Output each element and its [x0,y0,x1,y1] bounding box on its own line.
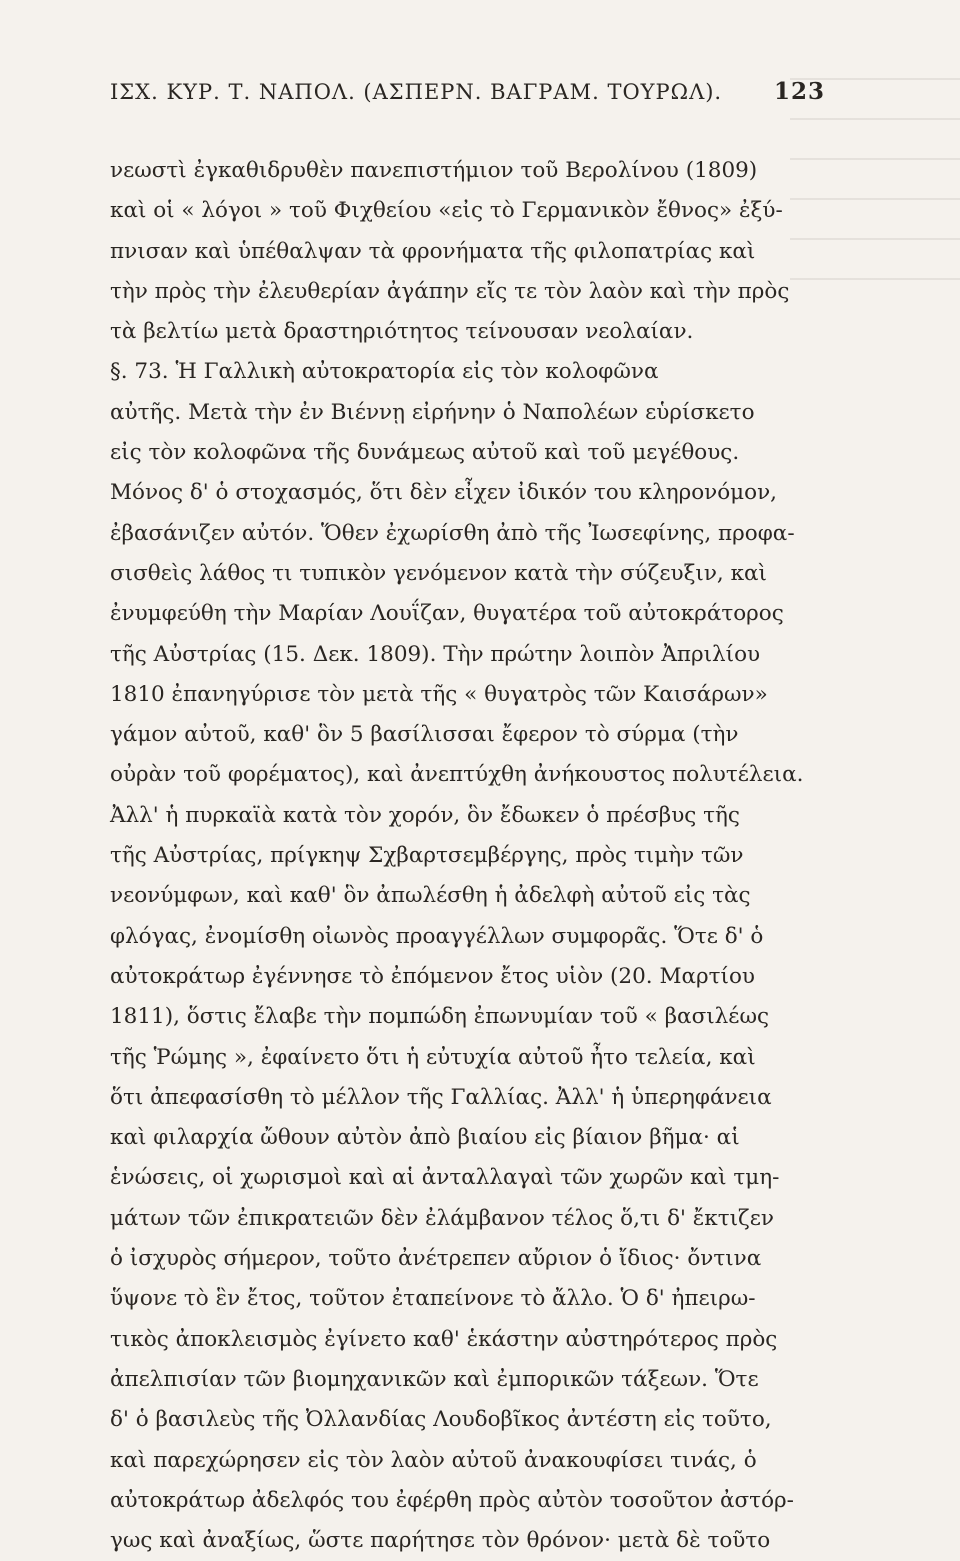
text-line: τῆς Αὐστρίας (15. Δεκ. 1809). Τὴν πρώτην λοιπὸν Ἀπριλίου [110,641,761,667]
text-line: 1810 ἐπανηγύρισε τὸν μετὰ τῆς « θυγατρὸς τῶν Καισάρων» [110,681,768,707]
text-line: οὐρὰν τοῦ φορέματος), καὶ ἀνεπτύχθη ἀνήκουστος πολυτέλεια. [110,762,804,788]
text-line: νεονύμφων, καὶ καθ' ὃν ἀπωλέσθη ἡ ἀδελφὴ αὐτοῦ εἰς τὰς [110,883,751,909]
text-line: αὐτῆς. Μετὰ τὴν ἐν Βιέννῃ εἰρήνην ὁ Ναπολέων εὑρίσκετο [110,399,755,425]
text-line: ἑνώσεις, οἱ χωρισμοὶ καὶ αἱ ἀνταλλαγαὶ τῶν χωρῶν καὶ τμη- [110,1165,780,1191]
body-text [110,151,812,1561]
text-line: καὶ οἱ « λόγοι » τοῦ Φιχθείου «εἰς τὸ Γερμανικὸν ἔθνος» ἐξύ- [110,198,783,224]
text-line: Ἀλλ' ἡ πυρκαϊὰ κατὰ τὸν χορόν, ὃν ἔδωκεν ὁ πρέσβυς τῆς [110,802,740,828]
text-line: τὴν πρὸς τὴν ἐλευθερίαν ἀγάπην εἴς τε τὸν λαὸν καὶ τὴν πρὸς [110,278,790,304]
text-line: τικὸς ἀποκλεισμὸς ἐγίνετο καθ' ἑκάστην αὐστηρότερος πρὸς [110,1326,778,1352]
text-line: καὶ παρεχώρησεν εἰς τὸν λαὸν αὐτοῦ ἀνακουφίσει τινάς, ὁ [110,1447,757,1473]
text-line: εἰς τὸν κολοφῶνα τῆς δυνάμεως αὐτοῦ καὶ τοῦ μεγέθους. [110,440,740,466]
text-line: φλόγας, ἐνομίσθη οἰωνὸς προαγγέλλων συμφορᾶς. Ὅτε δ' ὁ [110,923,764,949]
text-line: καὶ φιλαρχία ὤθουν αὐτὸν ἀπὸ βιαίου εἰς βίαιον βῆμα· αἱ [110,1125,740,1151]
text-line: γάμον αὐτοῦ, καθ' ὃν 5 βασίλισσαι ἔφερον τὸ σύρμα (τὴν [110,722,739,748]
text-line: τὰ βελτίω μετὰ δραστηριότητος τείνουσαν νεολαίαν. [110,319,694,345]
text-line: ὁ ἰσχυρὸς σήμερον, τοῦτο ἀνέτρεπεν αὔριον ὁ ἴδιος· ὄντινα [110,1246,762,1272]
text-line: δ' ὁ βασιλεὺς τῆς Ὀλλανδίας Λουδοβῖκος ἀντέστη εἰς τοῦτο, [110,1407,772,1433]
text-line: ὅτι ἀπεφασίσθη τὸ μέλλον τῆς Γαλλίας. Ἀλλ' ἡ ὑπερηφάνεια [110,1084,772,1110]
text-line: Μόνος δ' ὁ στοχασμός, ὅτι δὲν εἶχεν ἰδικόν του κληρονόμον, [110,480,778,506]
text-line: τῆς Αὐστρίας, πρίγκηψ Σχβαρτσεμβέργης, πρὸς τιμὴν τῶν [110,843,744,869]
text-line: ἀπελπισίαν τῶν βιομηχανικῶν καὶ ἐμπορικῶν τάξεων. Ὅτε [110,1366,759,1392]
text-line: ὕψονε τὸ ἓν ἔτος, τοῦτον ἐταπείνονε τὸ ἄλλο. Ὁ δ' ἠπειρω- [110,1286,756,1312]
text-line: σισθεὶς λάθος τι τυπικὸν γενόμενον κατὰ τὴν σύζευξιν, καὶ [110,560,767,586]
running-head: ΙΣΧ. ΚΥΡ. Τ. ΝΑΠΟΛ. (ΑΣΠΕΡΝ. ΒΑΓΡΑΜ. ΤΟΥΡΩΛ). [110,80,723,104]
page-header [110,80,825,110]
text-line: γως καὶ ἀναξίως, ὥστε παρήτησε τὸν θρόνον· μετὰ δὲ τοῦτο [110,1528,771,1554]
text-line: ἐβασάνιζεν αὐτόν. Ὅθεν ἐχωρίσθη ἀπὸ τῆς Ἰωσεφίνης, προφα- [110,520,795,546]
text-line: αὐτοκράτωρ ἀδελφός του ἐφέρθη πρὸς αὐτὸν τοσοῦτον ἀστόρ- [110,1487,794,1513]
text-line: 1811), ὅστις ἔλαβε τὴν πομπώδη ἐπωνυμίαν τοῦ « βασιλέως [110,1004,770,1030]
page-number: 123 [773,78,825,105]
text-line: τῆς Ῥώμης », ἐφαίνετο ὅτι ἡ εὐτυχία αὐτοῦ ἦτο τελεία, καὶ [110,1044,756,1070]
text-line: μάτων τῶν ἐπικρατειῶν δὲν ἐλάμβανον τέλος ὅ,τι δ' ἔκτιζεν [110,1205,774,1231]
section-heading-line: §. 73. Ἡ Γαλλικὴ αὐτοκρατορία εἰς τὸν κολοφῶνα [110,359,659,385]
text-line: αὐτοκράτωρ ἐγέννησε τὸ ἐπόμενον ἔτος υἱὸν (20. Μαρτίου [110,963,755,989]
text-line: νεωστὶ ἐγκαθιδρυθὲν πανεπιστήμιον τοῦ Βερολίνου (1809) [110,158,758,183]
text-line: πνισαν καὶ ὑπέθαλψαν τὰ φρονήματα τῆς φιλοπατρίας καὶ [110,238,756,264]
text-line: ἐνυμφεύθη τὴν Μαρίαν Λουΐζαν, θυγατέρα τοῦ αὐτοκράτορος [110,601,784,627]
